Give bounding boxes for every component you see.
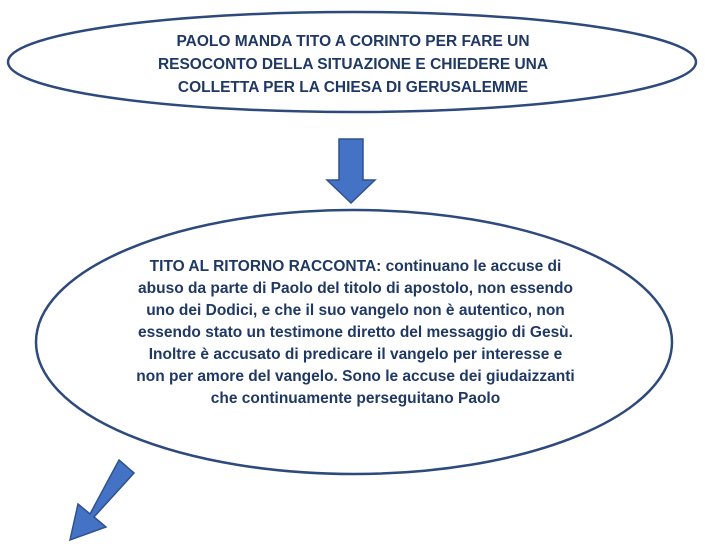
bottom-node-line: uno dei Dodici, e che il suo vangelo non è autentico, non (146, 302, 565, 319)
top-node-line: RESOCONTO DELLA SITUAZIONE E CHIEDERE UNA (157, 56, 549, 73)
top-node-text (118, 30, 588, 99)
bottom-node-line: abuso da parte di Paolo del titolo di apostolo, non essendo (138, 280, 573, 297)
bottom-node-line: essendo stato un testimone diretto del messaggio di Gesù. (138, 324, 573, 341)
bottom-node-line: Inoltre è accusato di predicare il vangelo per interesse e (148, 346, 563, 363)
top-node-line: PAOLO MANDA TITO A CORINTO PER FARE UN (176, 33, 530, 50)
bottom-node-text (108, 256, 603, 410)
bottom-node-line: non per amore del vangelo. Sono le accuse dei giudaizzanti (136, 368, 575, 385)
down-left-arrow-icon (70, 460, 134, 540)
bottom-node-line: che continuamente perseguitano Paolo (210, 390, 501, 407)
bottom-node-line: TITO AL RITORNO RACCONTA: continuano le accuse di (149, 258, 562, 275)
top-node-line: COLLETTA PER LA CHIESA DI GERUSALEMME (177, 79, 529, 96)
down-arrow-icon (327, 139, 375, 203)
